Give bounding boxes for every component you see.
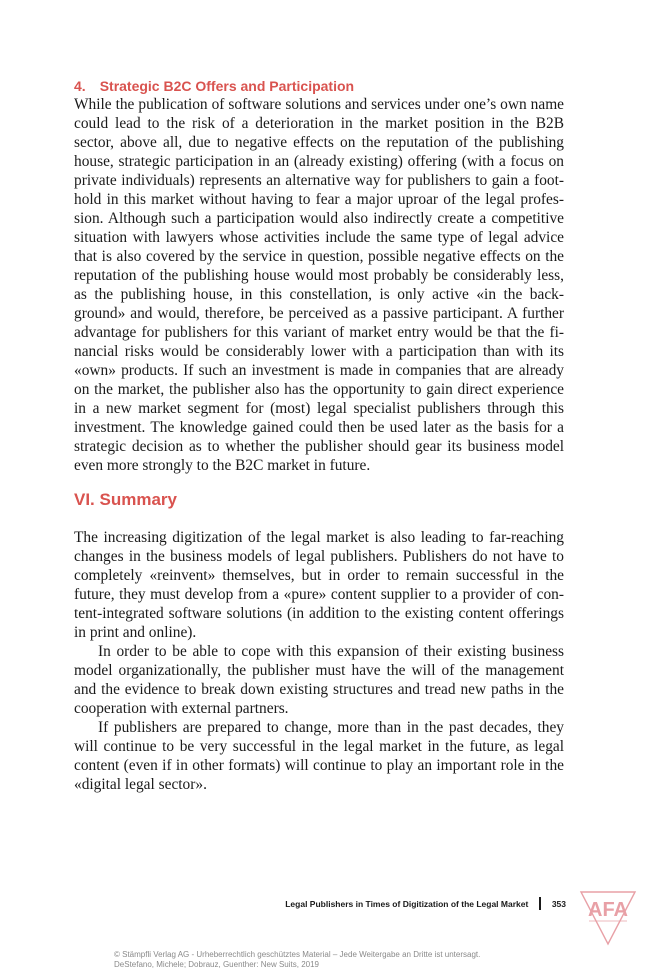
page-number: 353 — [551, 898, 566, 909]
section-title: Strategic B2C Offers and Participation — [99, 78, 355, 94]
footer-divider — [539, 897, 541, 910]
copyright-line-2: DeStefano, Michele; Dobrauz, Guenther: New Suits, 2019 — [114, 960, 319, 969]
summary-paragraph-3: If publishers are prepared to change, more than in the past decades, they will continue to be very successful in the legal market in the future, as legal content (even if in other formats) will continue to play an important role in the «digital legal sector». — [74, 719, 564, 793]
section-heading — [74, 78, 354, 95]
summary-heading: VI. Summary — [74, 490, 177, 509]
running-footer — [200, 897, 566, 910]
watermark-text: AFA — [588, 899, 628, 921]
summary-paragraph-2: In order to be able to cope with this expansion of their existing business model organizationally, the publisher must have the will of the management and the evidence to break down existing structures and tread new paths in the cooperation with external partners. — [74, 643, 564, 717]
afa-logo-icon — [578, 888, 638, 948]
summary-paragraph-1: The increasing digitization of the legal market is also leading to far-reaching changes in the business models of legal publishers. Publishers do not have to completely «reinvent» themselves, but in order to remain successful in the future, they must develop from a «pure» content supplier to a provider of con-tent-integrated software solutions (in addition to the existing content offerings in print and online). — [74, 529, 564, 641]
running-title: Legal Publishers in Times of Digitization of the Legal Market — [285, 898, 529, 909]
copyright-notice — [114, 950, 594, 970]
section-body-paragraph: While the publication of software solutions and services under one’s own name could lead to the risk of a deterioration in the market position in the B2B sector, above all, due to negative effects on the reputation of the publishing house, strategic participation in an (already existing) offering (with a focus on private individuals) represents an alternative way for publishers to gain a foot-hold in this market without having to fear a major uproar of the legal profes-sion. Although such a participation would also indirectly create a competitive situation with lawyers whose activities include the same type of legal advice that is also covered by the service in question, possible negative effects on the reputation of the publishing house would most probably be considerably less, as the publishing house, in this constellation, is only active «in the back-ground» and would, therefore, be perceived as a passive participant. A further advantage for publishers for this variant of market entry would be that the fi-nancial risks would be considerably lower with a participation than with its «own» products. If such an investment is made in companies that are already on the market, the publisher also has the opportunity to gain direct experience in a new market segment for (most) legal specialist publishers through this investment. The knowledge gained could then be used later as the basis for a strategic decision as to whether the publisher should gear its business model even more strongly to the B2C market in future. — [74, 96, 564, 474]
copyright-line-1: © Stämpfli Verlag AG - Urheberrechtlich geschütztes Material – Jede Weitergabe an Dritte ist untersagt. — [114, 950, 481, 959]
section-number: 4. — [74, 78, 86, 94]
